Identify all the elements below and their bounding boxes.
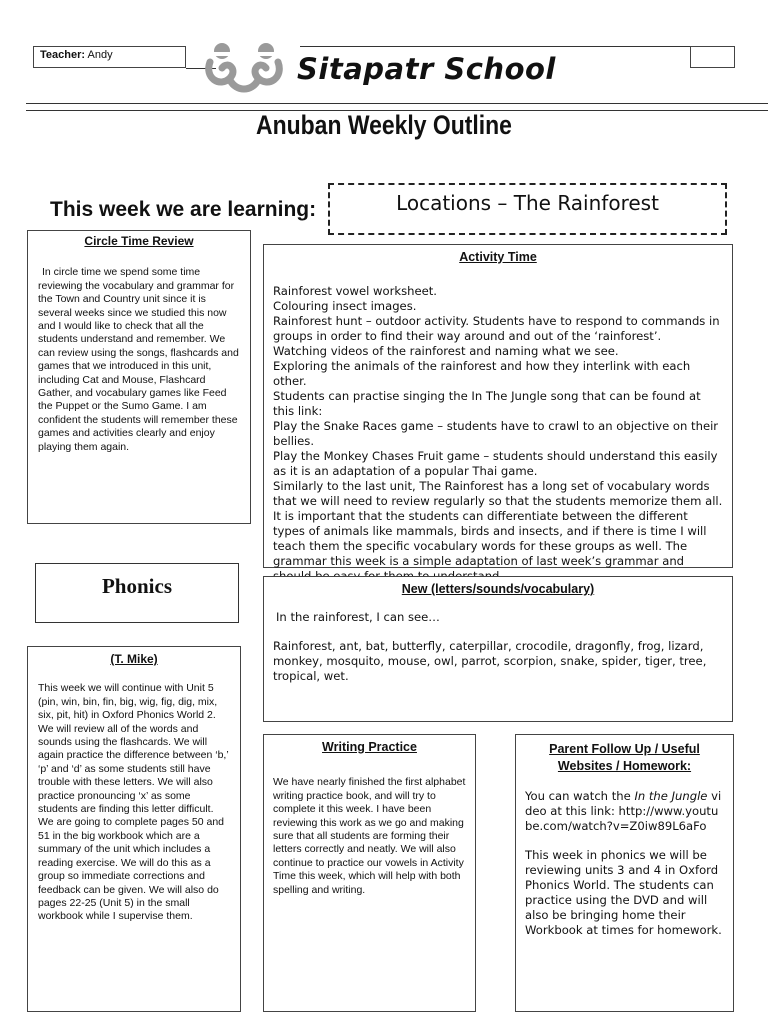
activity-line: Similarly to the last unit, The Rainforest has a long set of vocabulary words that we will need to review regularly so that the students memorize them all. It is important that the students can differentiate between the different types of animals like mammals, birds and insects, and if there is time I will teach them the specific vocabulary words for these groups as well. The grammar this week is a simple adaptation of last week’s grammar and: [273, 479, 723, 569]
new-vocab-sentence: In the rainforest, I can see…: [276, 610, 440, 625]
activity-line: Students can practise singing the In The Jungle song that can be found at this link:: [273, 389, 701, 419]
new-vocab-box: [263, 576, 733, 722]
circle-time-box: [27, 230, 251, 524]
activity-line: Watching videos of the rainforest and naming what we see.: [273, 344, 619, 359]
writing-body: We have nearly finished the first alphabet writing practice book, and will try to complete it this week. I have been reviewing this work as we go and making sure that all students are forming their letters correctly and neatly. We will also continue to practice our vowels in Activity Time this week, which will help with both spelling and writing.: [273, 776, 466, 896]
phonics-title: Phonics: [35, 563, 239, 623]
activity-line: Rainforest vowel worksheet.: [273, 284, 437, 299]
activity-line: Play the Monkey Chases Fruit game – students should understand this easily as it is an adaptation of a popular Thai game.: [273, 449, 718, 479]
activity-line: Exploring the animals of the rainforest and how they interlink with each other.: [273, 359, 691, 389]
school-logo: [198, 40, 290, 98]
learning-topic: Locations – The Rainforest: [328, 183, 727, 235]
circle-time-body: In circle time we spend some time reviewing the vocabulary and grammar for the Town and Country unit since it is several weeks since we studied this now and I would like to check that all the students understand and remember. We can review using the songs, flashcards and games that we introduced in this unit, including Cat and Mouse, Flashcard Gather, and vocabulary games like Feed the Puppet or the Sumo Game. I am confident the students will remember these games and activities clearly and enjoy playing them again.: [38, 266, 239, 453]
header-box-right: [690, 46, 735, 68]
parent-text: You can watch the: [525, 789, 635, 803]
phonics-body: This week we will continue with Unit 5 (pin, win, bin, fin, big, wig, fig, dig, mix, six, pit, hit) in Oxford Phonics World 2. We will review all of the words and sounds using the flashcards. We will again practice the difference between ‘b,’ ‘p’ and ‘d’ as some students still have trouble with these letters. We will also practice pronouncing ‘x’ as some students are finding this letter difficult. We are going to complete pages 50 and 51 in the big workbook which are a summary of the unit which includes a reading exercise. We will do this as a group so immediate corrections and feedback can be given. We will also do pages 22-25 (Unit 5) in the small workbook while I supervise them.: [38, 682, 229, 923]
new-vocab-words: Rainforest, ant, bat, butterfly, caterpillar, crocodile, dragonfly, frog, lizard, monkey, mosquito, mouse, owl, parrot, scorpion, snake, spider, tiger, tree, tropical, wet.: [273, 639, 707, 684]
activity-list: [273, 284, 723, 584]
circle-time-heading: Circle Time Review: [84, 234, 194, 248]
teacher-name: Andy: [87, 49, 113, 61]
teacher-label: Teacher:: [40, 49, 86, 61]
parent-para-1: [525, 789, 724, 834]
header-rule-1: [26, 103, 768, 104]
activity-time-box: [263, 244, 733, 568]
activity-line: Rainforest hunt – outdoor activity. Students have to respond to commands in groups in order to find their way around and out of the ‘rainforest’.: [273, 314, 720, 344]
parent-song-title: In the Jungle: [634, 789, 708, 803]
learning-label: This week we are learning:: [50, 198, 317, 221]
writing-box: [263, 734, 476, 1012]
activity-line: Play the Snake Races game – students have to crawl to an objective on their bellies.: [273, 419, 719, 449]
school-name: Sitapatr School: [297, 52, 556, 86]
phonics-box: [27, 646, 241, 1012]
new-vocab-heading: New (letters/sounds/vocabulary): [401, 582, 595, 596]
video-link[interactable]: http://www.youtube.com/watch?v=Z0iw89L6aFo: [525, 804, 719, 833]
teacher-field: [33, 46, 186, 68]
parent-text: video at this link:: [525, 789, 722, 818]
page-title: Anuban Weekly Outline: [256, 110, 512, 140]
activity-line: Colouring insect images.: [273, 299, 417, 314]
parent-para-2: This week in phonics we will be reviewing units 3 and 4 in Oxford Phonics World. The students can practice using the DVD and will also be bringing home their Workbook at times for homework.: [525, 848, 722, 937]
writing-heading: Writing Practice: [322, 740, 417, 754]
activity-time-heading: Activity Time: [459, 250, 537, 264]
header-rule-top: [300, 46, 690, 47]
parent-box: [515, 734, 734, 1012]
parent-heading: Parent Follow Up / Useful Websites / Homework:: [549, 742, 700, 773]
phonics-heading: (T. Mike): [110, 652, 158, 666]
